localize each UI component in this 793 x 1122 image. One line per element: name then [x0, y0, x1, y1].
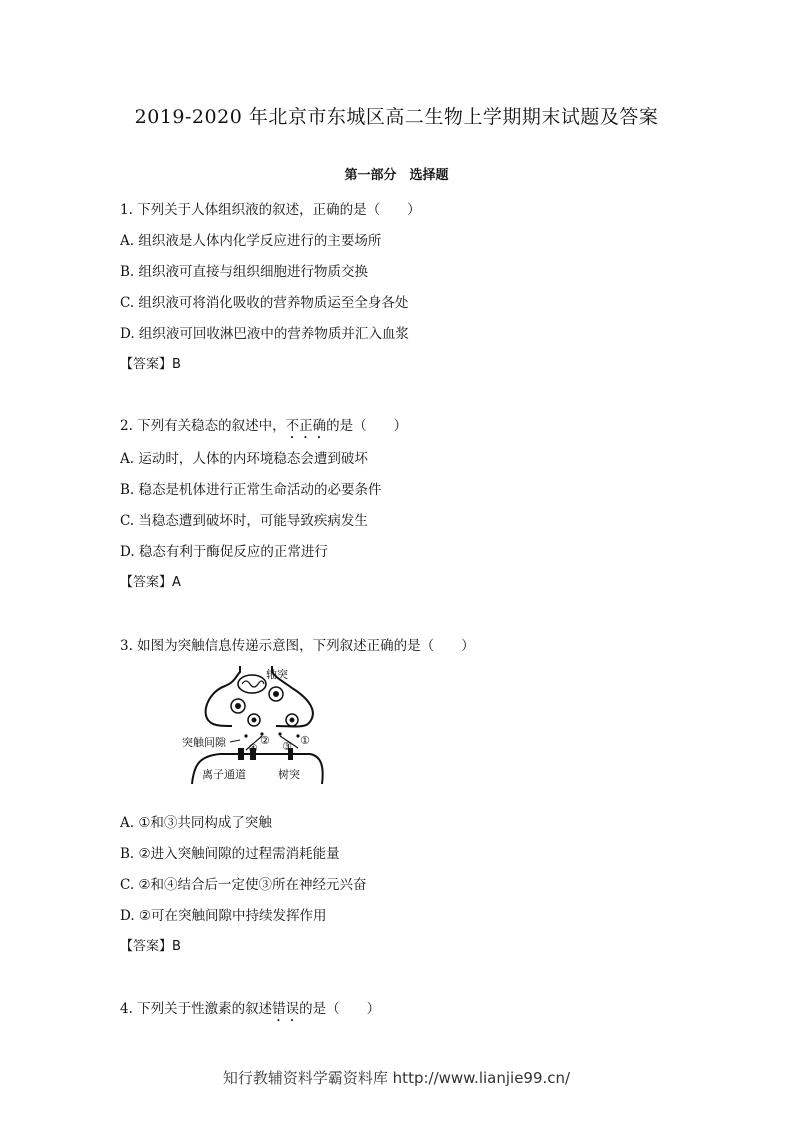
question-1-option-a: A. 组织液是人体内化学反应进行的主要场所: [120, 233, 382, 249]
question-1-stem: 1. 下列关于人体组织液的叙述，正确的是（ ）: [120, 202, 421, 218]
footer-watermark: 知行教辅资料学霸资料库 http://www.lianjie99.cn/: [222, 1069, 571, 1087]
question-2-option-d: D. 稳态有利于酶促反应的正常进行: [120, 544, 328, 560]
question-2-stem-pre: 2. 下列有关稳态的叙述中，: [120, 418, 286, 434]
vesicle-core: [273, 691, 279, 697]
vesicle-core: [252, 718, 257, 723]
question-1-option-c: C. 组织液可将消化吸收的营养物质运至全身各处: [120, 295, 409, 311]
ion-channel-icon: [238, 748, 244, 760]
question-2-answer: 【答案】A: [120, 575, 181, 590]
question-4-stem-pre: 4. 下列关于性激素的叙述: [120, 1001, 273, 1017]
document-title: 2019-2020 年北京市东城区高二生物上学期期末试题及答案: [134, 106, 659, 128]
dendrite-label: 树突: [278, 768, 300, 781]
mark-2: ②: [260, 734, 270, 747]
question-3-answer: 【答案】B: [120, 939, 181, 954]
question-3-stem: 3. 如图为突触信息传递示意图，下列叙述正确的是（ ）: [120, 638, 475, 654]
question-4-stem-emphasis: 错误: [272, 1001, 300, 1017]
neurotransmitter-dot: [278, 732, 281, 735]
question-3-option-c: C. ②和④结合后一定使③所在神经元兴奋: [120, 877, 367, 893]
question-1-option-d: D. 组织液可回收淋巴液中的营养物质并汇入血浆: [120, 326, 409, 342]
vesicle-core: [290, 718, 295, 723]
question-3-option-d: D. ②可在突触间隙中持续发挥作用: [120, 908, 327, 924]
question-3-option-b: B. ②进入突触间隙的过程需消耗能量: [120, 846, 340, 862]
question-2-option-a: A. 运动时，人体的内环境稳态会遭到破坏: [120, 451, 368, 467]
question-4-stem-post: 的是（ ）: [299, 1001, 381, 1017]
ion-channel-label: 离子通道: [202, 768, 246, 781]
mark-1: ①: [300, 734, 310, 747]
mark-4: ④: [248, 742, 258, 755]
question-1-option-b: B. 组织液可直接与组织细胞进行物质交换: [120, 264, 369, 280]
question-4-stem: [120, 997, 380, 1025]
mark-3: ③: [282, 740, 292, 753]
question-3-option-a: A. ①和③共同构成了突触: [120, 815, 272, 831]
cleft-label: 突触间隙: [182, 736, 226, 749]
question-2-option-b: B. 稳态是机体进行正常生命活动的必要条件: [120, 482, 382, 498]
synapse-diagram-svg: [180, 664, 330, 784]
neurotransmitter-dot: [244, 734, 247, 737]
question-1-answer: 【答案】B: [120, 357, 181, 372]
question-2-stem-post: 的是（ ）: [326, 418, 408, 434]
question-2-stem-emphasis: 不正确: [285, 418, 327, 434]
question-2-option-c: C. 当稳态遭到破坏时，可能导致疾病发生: [120, 513, 368, 529]
vesicle-core: [235, 703, 241, 709]
synapse-diagram: [180, 664, 330, 784]
question-2-stem: [120, 414, 407, 442]
axon-label: 轴突: [266, 668, 288, 681]
cleft-pointer: [230, 740, 240, 742]
section-heading: 第一部分 选择题: [344, 168, 449, 183]
